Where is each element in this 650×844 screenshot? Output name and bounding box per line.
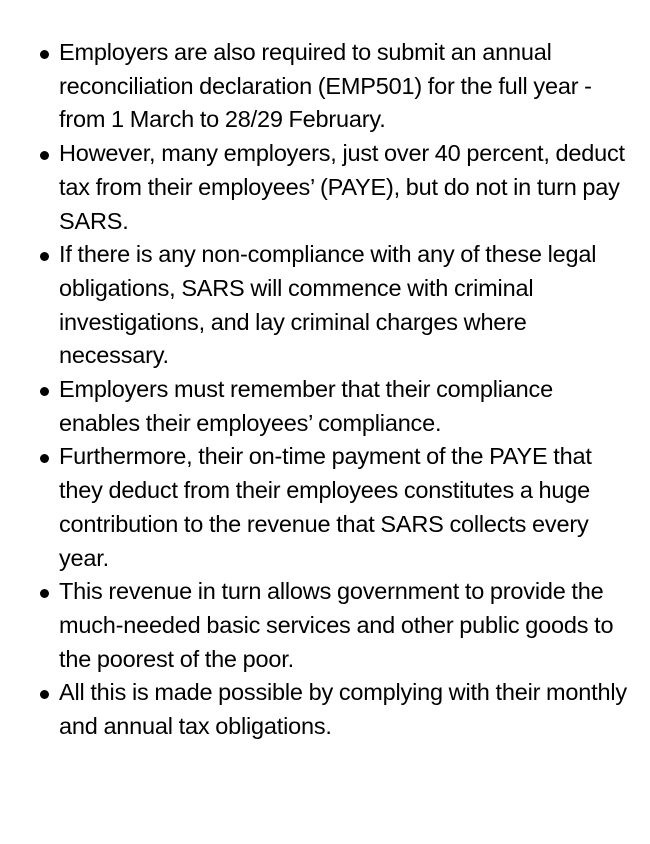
bullet-item — [0, 676, 650, 743]
bullet-text: Employers are also required to submit an annual reconciliation declaration (EMP501) for the full year - from 1 March to 28/29 February. — [59, 39, 592, 133]
bullet-item — [0, 36, 650, 137]
bullet-dot-icon — [40, 690, 49, 699]
bullet-text: Furthermore, their on-time payment of the PAYE that they deduct from their employees constitutes a huge contribution to the revenue that SARS collects every year. — [59, 443, 592, 571]
bullet-dot-icon — [40, 50, 49, 59]
bullet-item — [0, 440, 650, 575]
bullet-dot-icon — [40, 589, 49, 598]
bullet-text: This revenue in turn allows government to provide the much-needed basic services and other public goods to the poorest of the poor. — [59, 578, 614, 672]
bullet-item — [0, 575, 650, 676]
bullet-text: If there is any non-compliance with any of these legal obligations, SARS will commence with criminal investigations, and lay criminal charges where necessary. — [59, 241, 597, 369]
bullet-dot-icon — [40, 454, 49, 463]
bullet-text: Employers must remember that their compliance enables their employees’ compliance. — [59, 376, 553, 436]
document-body — [0, 36, 650, 744]
bullet-text: However, many employers, just over 40 percent, deduct tax from their employees’ (PAYE), but do not in turn pay SARS. — [59, 140, 625, 234]
bullet-item — [0, 373, 650, 440]
bullet-dot-icon — [40, 252, 49, 261]
bullet-dot-icon — [40, 151, 49, 160]
bullet-dot-icon — [40, 387, 49, 396]
bullet-text: All this is made possible by complying with their monthly and annual tax obligations. — [59, 679, 627, 740]
bullet-item — [0, 137, 650, 238]
bullet-item — [0, 238, 650, 373]
bullet-list — [0, 36, 650, 744]
